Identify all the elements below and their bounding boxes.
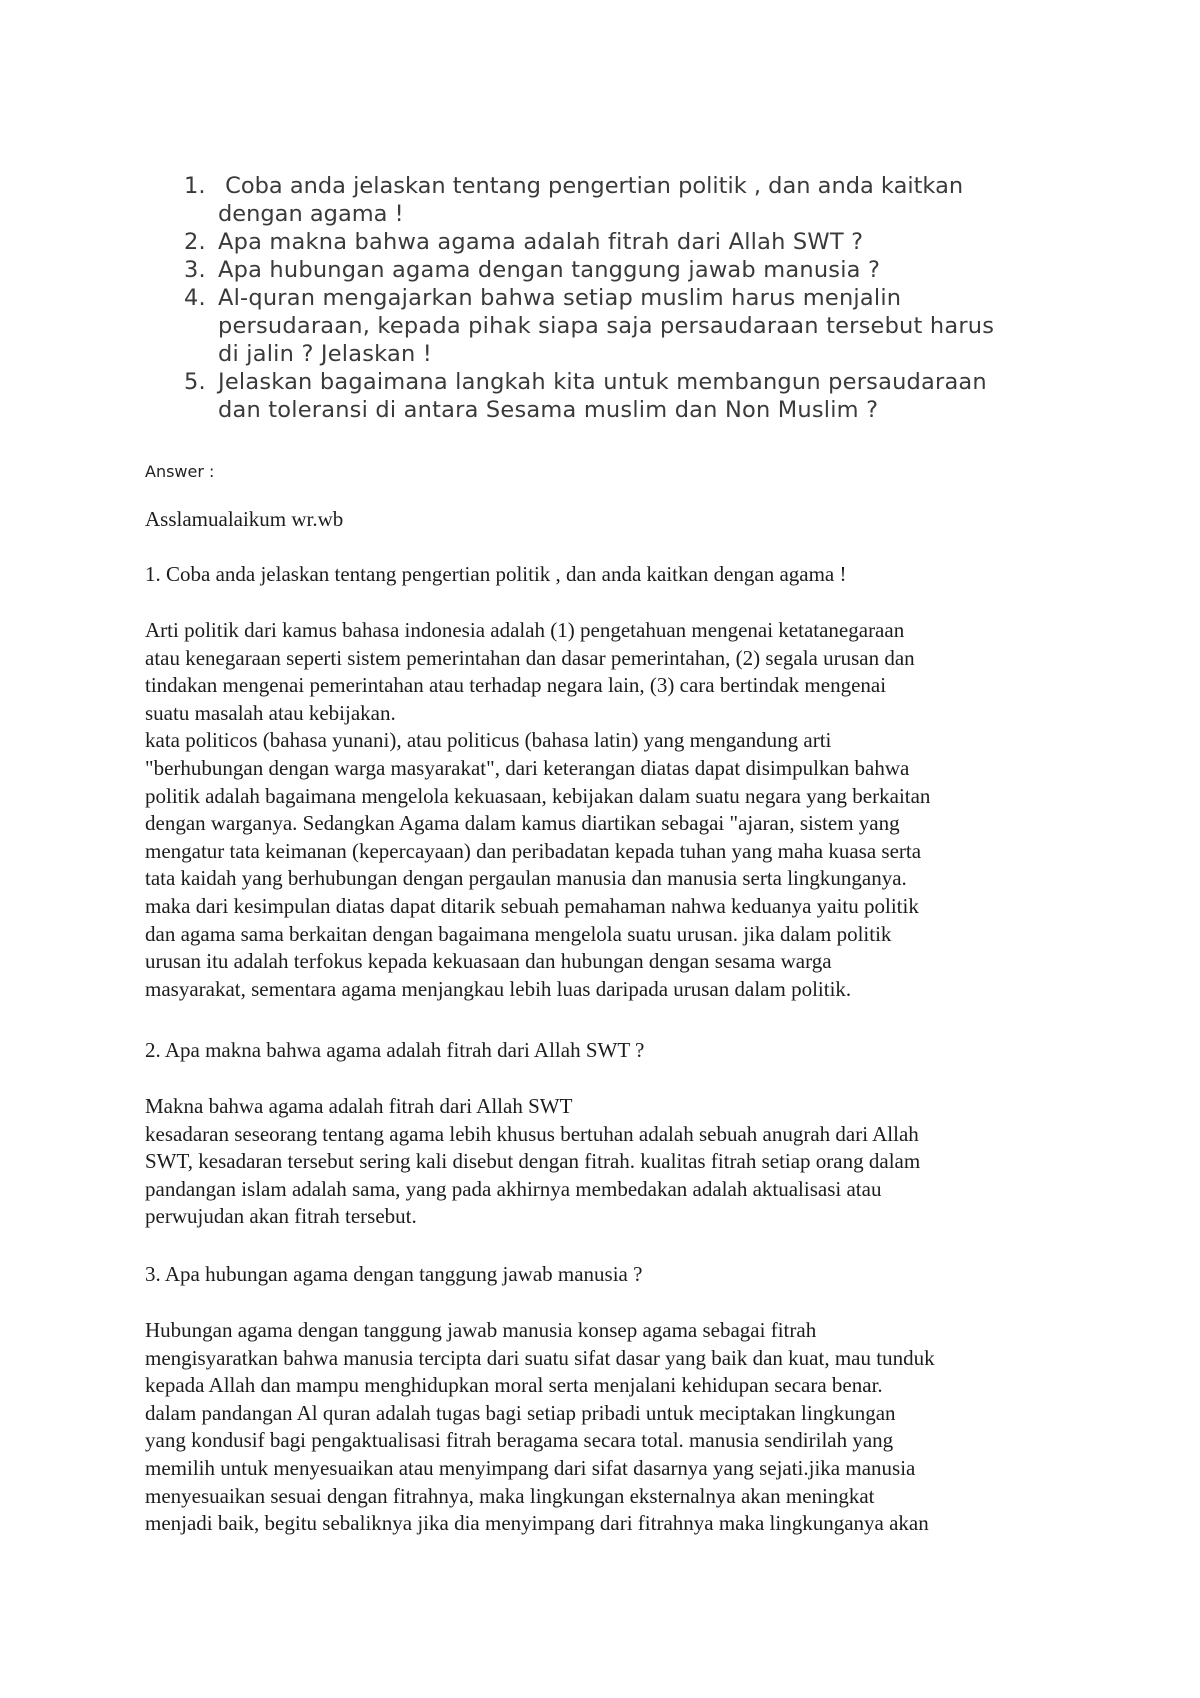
question-item-1 xyxy=(178,172,1078,228)
q3-heading xyxy=(145,1261,1075,1289)
question-item-5 xyxy=(178,368,1078,424)
paragraph-line: mengatur tata keimanan (kepercayaan) dan peribadatan kepada tuhan yang maha kuasa serta xyxy=(145,838,922,863)
paragraph-line: atau kenegaraan seperti sistem pemerintahan dan dasar pemerintahan, (2) segala urusan dan xyxy=(145,645,915,670)
question-line: di jalin ? Jelaskan ! xyxy=(218,341,433,367)
paragraph-line: memilih untuk menyesuaikan atau menyimpang dari sifat dasarnya yang sejati.jika manusia xyxy=(145,1455,916,1480)
paragraph-line: SWT, kesadaran tersebut sering kali disebut dengan fitrah. kualitas fitrah setiap orang dalam xyxy=(145,1149,921,1174)
paragraph-line: Makna bahwa agama adalah fitrah dari Allah SWT xyxy=(145,1094,573,1118)
paragraph-line: suatu masalah atau kebijakan. xyxy=(145,700,396,725)
paragraph-line: menjadi baik, begitu sebaliknya jika dia menyimpang dari fitrahnya maka lingkunganya akan xyxy=(145,1511,929,1536)
question-line: Jelaskan bagaimana langkah kita untuk membangun persaudaraan xyxy=(218,369,987,395)
q2-heading-text: 2. Apa makna bahwa agama adalah fitrah dari Allah SWT ? xyxy=(145,1038,645,1062)
q1-heading xyxy=(145,561,1075,589)
paragraph-line: tata kaidah yang berhubungan dengan pergaulan manusia dan manusia serta lingkunganya. xyxy=(145,866,907,891)
question-list xyxy=(178,172,1078,424)
paragraph-line: dengan warganya. Sedangkan Agama dalam kamus diartikan sebagai "ajaran, sistem yang xyxy=(145,811,900,836)
q2-heading xyxy=(145,1037,1075,1065)
question-line: dengan agama ! xyxy=(218,201,404,227)
paragraph-line: yang kondusif bagi pengaktualisasi fitrah beragama secara total. manusia sendirilah yang xyxy=(145,1428,894,1453)
question-number: 2. xyxy=(184,229,206,255)
question-line: Apa hubungan agama dengan tanggung jawab manusia ? xyxy=(218,257,881,283)
paragraph-line: Arti politik dari kamus bahasa indonesia adalah (1) pengetahuan mengenai ketatanegaraan xyxy=(145,618,905,642)
paragraph-line: maka dari kesimpulan diatas dapat ditarik sebuah pemahaman nahwa keduanya yaitu politik xyxy=(145,893,919,918)
question-number: 5. xyxy=(184,369,206,395)
paragraph-line: urusan itu adalah terfokus kepada kekuasaan dan hubungan dengan sesama warga xyxy=(145,949,832,974)
paragraph-line: kesadaran seseorang tentang agama lebih khusus bertuhan adalah sebuah anugrah dari Allah xyxy=(145,1121,919,1146)
paragraph-line: tindakan mengenai pemerintahan atau terhadap negara lain, (3) cara bertindak mengenai xyxy=(145,673,887,698)
question-line: dan toleransi di antara Sesama muslim dan Non Muslim ? xyxy=(218,397,879,423)
question-number: 1. xyxy=(184,173,206,199)
question-item-2 xyxy=(178,228,1078,256)
question-item-4 xyxy=(178,284,1078,368)
greeting xyxy=(145,506,1075,534)
paragraph-line: pandangan islam adalah sama, yang pada akhirnya membedakan adalah aktualisasi atau xyxy=(145,1176,882,1201)
paragraph-line: "berhubungan dengan warga masyarakat", dari keterangan diatas dapat disimpulkan bahwa xyxy=(145,755,910,780)
paragraph-line: politik adalah bagaimana mengelola kekuasaan, kebijakan dalam suatu negara yang berkaitan xyxy=(145,783,931,808)
paragraph-line: perwujudan akan fitrah tersebut. xyxy=(145,1204,417,1229)
q1-answer-paragraph xyxy=(145,617,1075,1003)
question-line: Apa makna bahwa agama adalah fitrah dari Allah SWT ? xyxy=(218,229,864,255)
question-line: persudaraan, kepada pihak siapa saja persaudaraan tersebut harus xyxy=(218,313,995,339)
question-number: 3. xyxy=(184,257,206,283)
question-line: Coba anda jelaskan tentang pengertian politik , dan anda kaitkan xyxy=(218,173,964,199)
paragraph-line: kata politicos (bahasa yunani), atau politicus (bahasa latin) yang mengandung arti xyxy=(145,728,832,753)
question-item-3 xyxy=(178,256,1078,284)
paragraph-line: dalam pandangan Al quran adalah tugas bagi setiap pribadi untuk meciptakan lingkungan xyxy=(145,1400,896,1425)
paragraph-line: dan agama sama berkaitan dengan bagaimana mengelola suatu urusan. jika dalam politik xyxy=(145,921,892,946)
paragraph-line: masyarakat, sementara agama menjangkau lebih luas daripada urusan dalam politik. xyxy=(145,976,852,1001)
question-number: 4. xyxy=(184,285,206,311)
q3-heading-text: 3. Apa hubungan agama dengan tanggung jawab manusia ? xyxy=(145,1262,643,1286)
paragraph-line: menyesuaikan sesuai dengan fitrahnya, maka lingkungan eksternalnya akan meningkat xyxy=(145,1483,875,1508)
q1-heading-text: 1. Coba anda jelaskan tentang pengertian politik , dan anda kaitkan dengan agama ! xyxy=(145,562,847,586)
question-line: Al-quran mengajarkan bahwa setiap muslim harus menjalin xyxy=(218,285,902,311)
paragraph-line: Hubungan agama dengan tanggung jawab manusia konsep agama sebagai fitrah xyxy=(145,1318,817,1342)
q3-answer-paragraph xyxy=(145,1317,1075,1538)
paragraph-line: mengisyaratkan bahwa manusia tercipta dari suatu sifat dasar yang baik dan kuat, mau tunduk xyxy=(145,1345,935,1370)
answer-label: Answer : xyxy=(145,462,215,481)
q2-answer-paragraph xyxy=(145,1093,1075,1231)
greeting-text: Asslamualaikum wr.wb xyxy=(145,507,344,531)
paragraph-line: kepada Allah dan mampu menghidupkan moral serta menjalani kehidupan secara benar. xyxy=(145,1373,883,1398)
